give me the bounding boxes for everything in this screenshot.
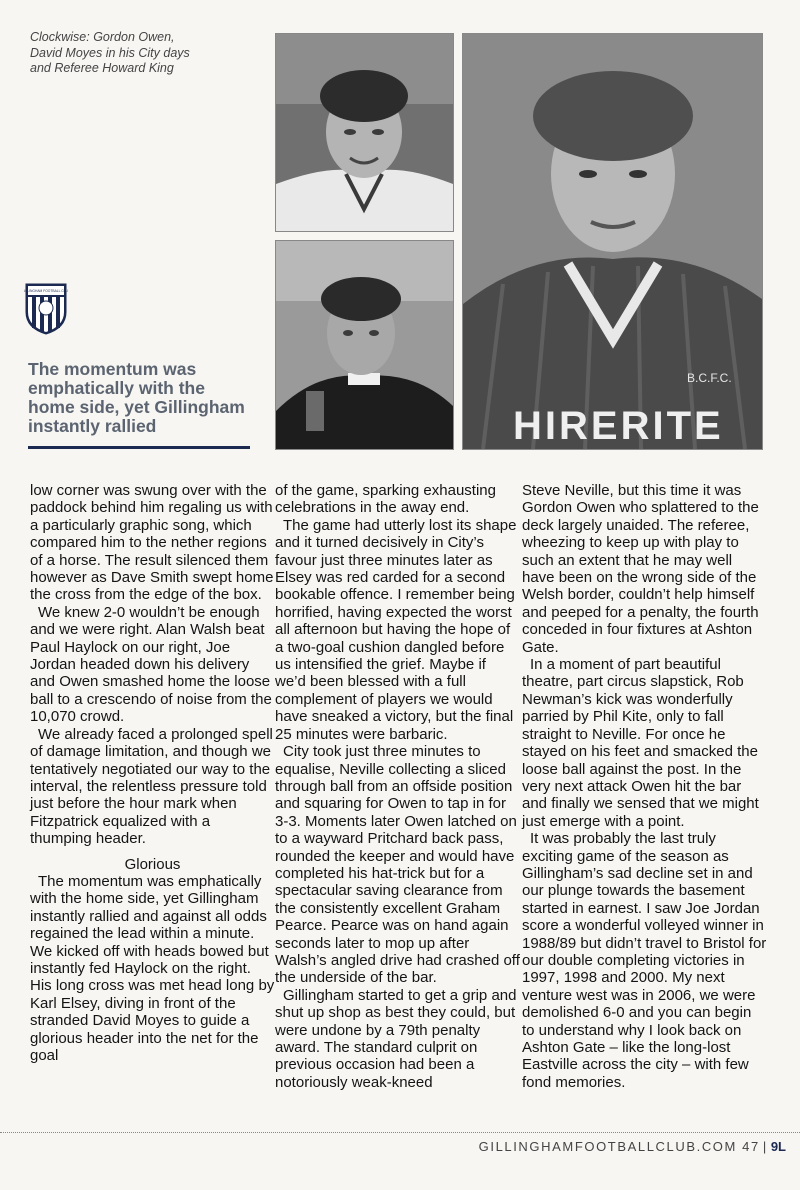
crest-text: GILLINGHAM FOOTBALL CLUB — [24, 289, 68, 293]
paragraph: We already faced a prolonged spell of damage limitation, and though we tentatively negotiated our way to the interval, the relentless pressure told just before the hour mark when Fitzpatrick equalized with a thumping header. — [30, 725, 273, 848]
footer-divider — [0, 1132, 800, 1133]
photo-gordon-owen — [275, 33, 454, 232]
paragraph: In a moment of part beautiful theatre, part circus slapstick, Rob Newman’s kick was wonderfully parried by Phil Kite, only to fall straight to Neville. For once he stayed on his feet and smacked the loose ball against the post. In the very next attack Owen hit the bar and finally we sensed that we might just emerge with a point. — [522, 656, 759, 830]
page-number: 47 — [742, 1139, 760, 1154]
paragraph: It was probably the last truly exciting game of the season as Gillingham’s sad decline set in and our plunge towards the basement started in earnest. I saw Joe Jordan score a wonderful volleyed winner in 1988/89 but didn’t travel to Bristol for our double completing victories in 1997, 1998 and 2000. My next venture west was in 2006, we were demolished 6-0 and you can begin to understand why I look back on Ashton Gate – like the long-lost Eastville across the city – with few fond memories. — [522, 830, 767, 1091]
article-column-1 — [30, 482, 275, 1064]
paragraph: of the game, sparking exhausting celebrations in the away end. — [275, 482, 496, 517]
magazine-logo: 9L — [770, 1139, 786, 1154]
caption-line: and Referee Howard King — [30, 61, 174, 75]
footer-website: GILLINGHAMFOOTBALLCLUB.COM — [478, 1139, 737, 1154]
article-column-2 — [275, 482, 520, 1091]
caption-line: Clockwise: Gordon Owen, — [30, 30, 175, 44]
paragraph: low corner was swung over with the paddock behind him regaling us with a particularly graphic song, which compared him to the nether regions of a horse. The result silenced them however as Dave Smith swept home the cross from the edge of the box. — [30, 482, 274, 604]
photo-david-moyes — [462, 33, 763, 450]
footer-separator: | — [762, 1139, 768, 1154]
pull-quote: The momentum was emphatically with the home side, yet Gillingham instantly rallied — [28, 359, 245, 436]
paragraph: We knew 2-0 wouldn’t be enough and we were right. Alan Walsh beat Paul Haylock on our right, Joe Jordan headed down his delivery and Owen smashed home the loose ball to a crescendo of noise from the 10,070 crowd. — [30, 603, 272, 726]
pull-quote-rule — [28, 446, 250, 449]
club-crest-icon — [24, 282, 68, 336]
paragraph: The momentum was emphatically with the home side, yet Gillingham instantly rallied and against all odds regained the lead within a minute. We kicked off with heads bowed but instantly fed Haylock on the right. His long cross was met head long by Karl Elsey, diving in front of the stranded David Moyes to guide a glorious header into the net for the goal — [30, 872, 275, 1064]
paragraph: Steve Neville, but this time it was Gordon Owen who splattered to the deck largely unaided. The referee, wheezing to keep up with play to such an extent that he may well have been on the wrong side of the Welsh border, couldn’t help himself and peeped for a penalty, the fourth conceded in four fixtures at Ashton Gate. — [522, 482, 759, 656]
paragraph: The game had utterly lost its shape and it turned decisively in City’s favour just three minutes later as Elsey was red carded for a second bookable offence. I remember being horrified, having expected the worst all afternoon but having the hope of a two-goal cushion dangled before us intensified the grief. Maybe if we’d been blessed with a full complement of players we would have sneaked a victory, but the final 25 minutes were barbaric. — [275, 516, 517, 743]
sponsor-text: HIRERITE — [513, 404, 724, 448]
caption-line: David Moyes in his City days — [30, 45, 190, 60]
article-column-3 — [522, 482, 767, 1091]
photo-caption — [30, 30, 230, 77]
photo-referee-howard-king — [275, 240, 454, 450]
paragraph: City took just three minutes to equalise, Neville collecting a sliced through ball from an offside position and squaring for Owen to tap in for 3-3. Moments later Owen latched on to a wayward Pritchard back pass, rounded the keeper and would have completed his hat-trick but for a spectacular saving clearance from the consistently excellent Graham Pearce. Pearce was on hand again seconds later to mop up after Walsh’s angled drive had crashed off the underside of the bar. — [275, 743, 520, 987]
paragraph: Gillingham started to get a grip and shut up shop as best they could, but were undone by a 79th penalty award. The standard culprit on previous occasion had been a notoriously weak-kneed — [275, 986, 517, 1091]
subheading: Glorious — [124, 855, 181, 873]
badge-text: B.C.F.C. — [687, 371, 732, 385]
page-footer — [479, 1139, 786, 1154]
